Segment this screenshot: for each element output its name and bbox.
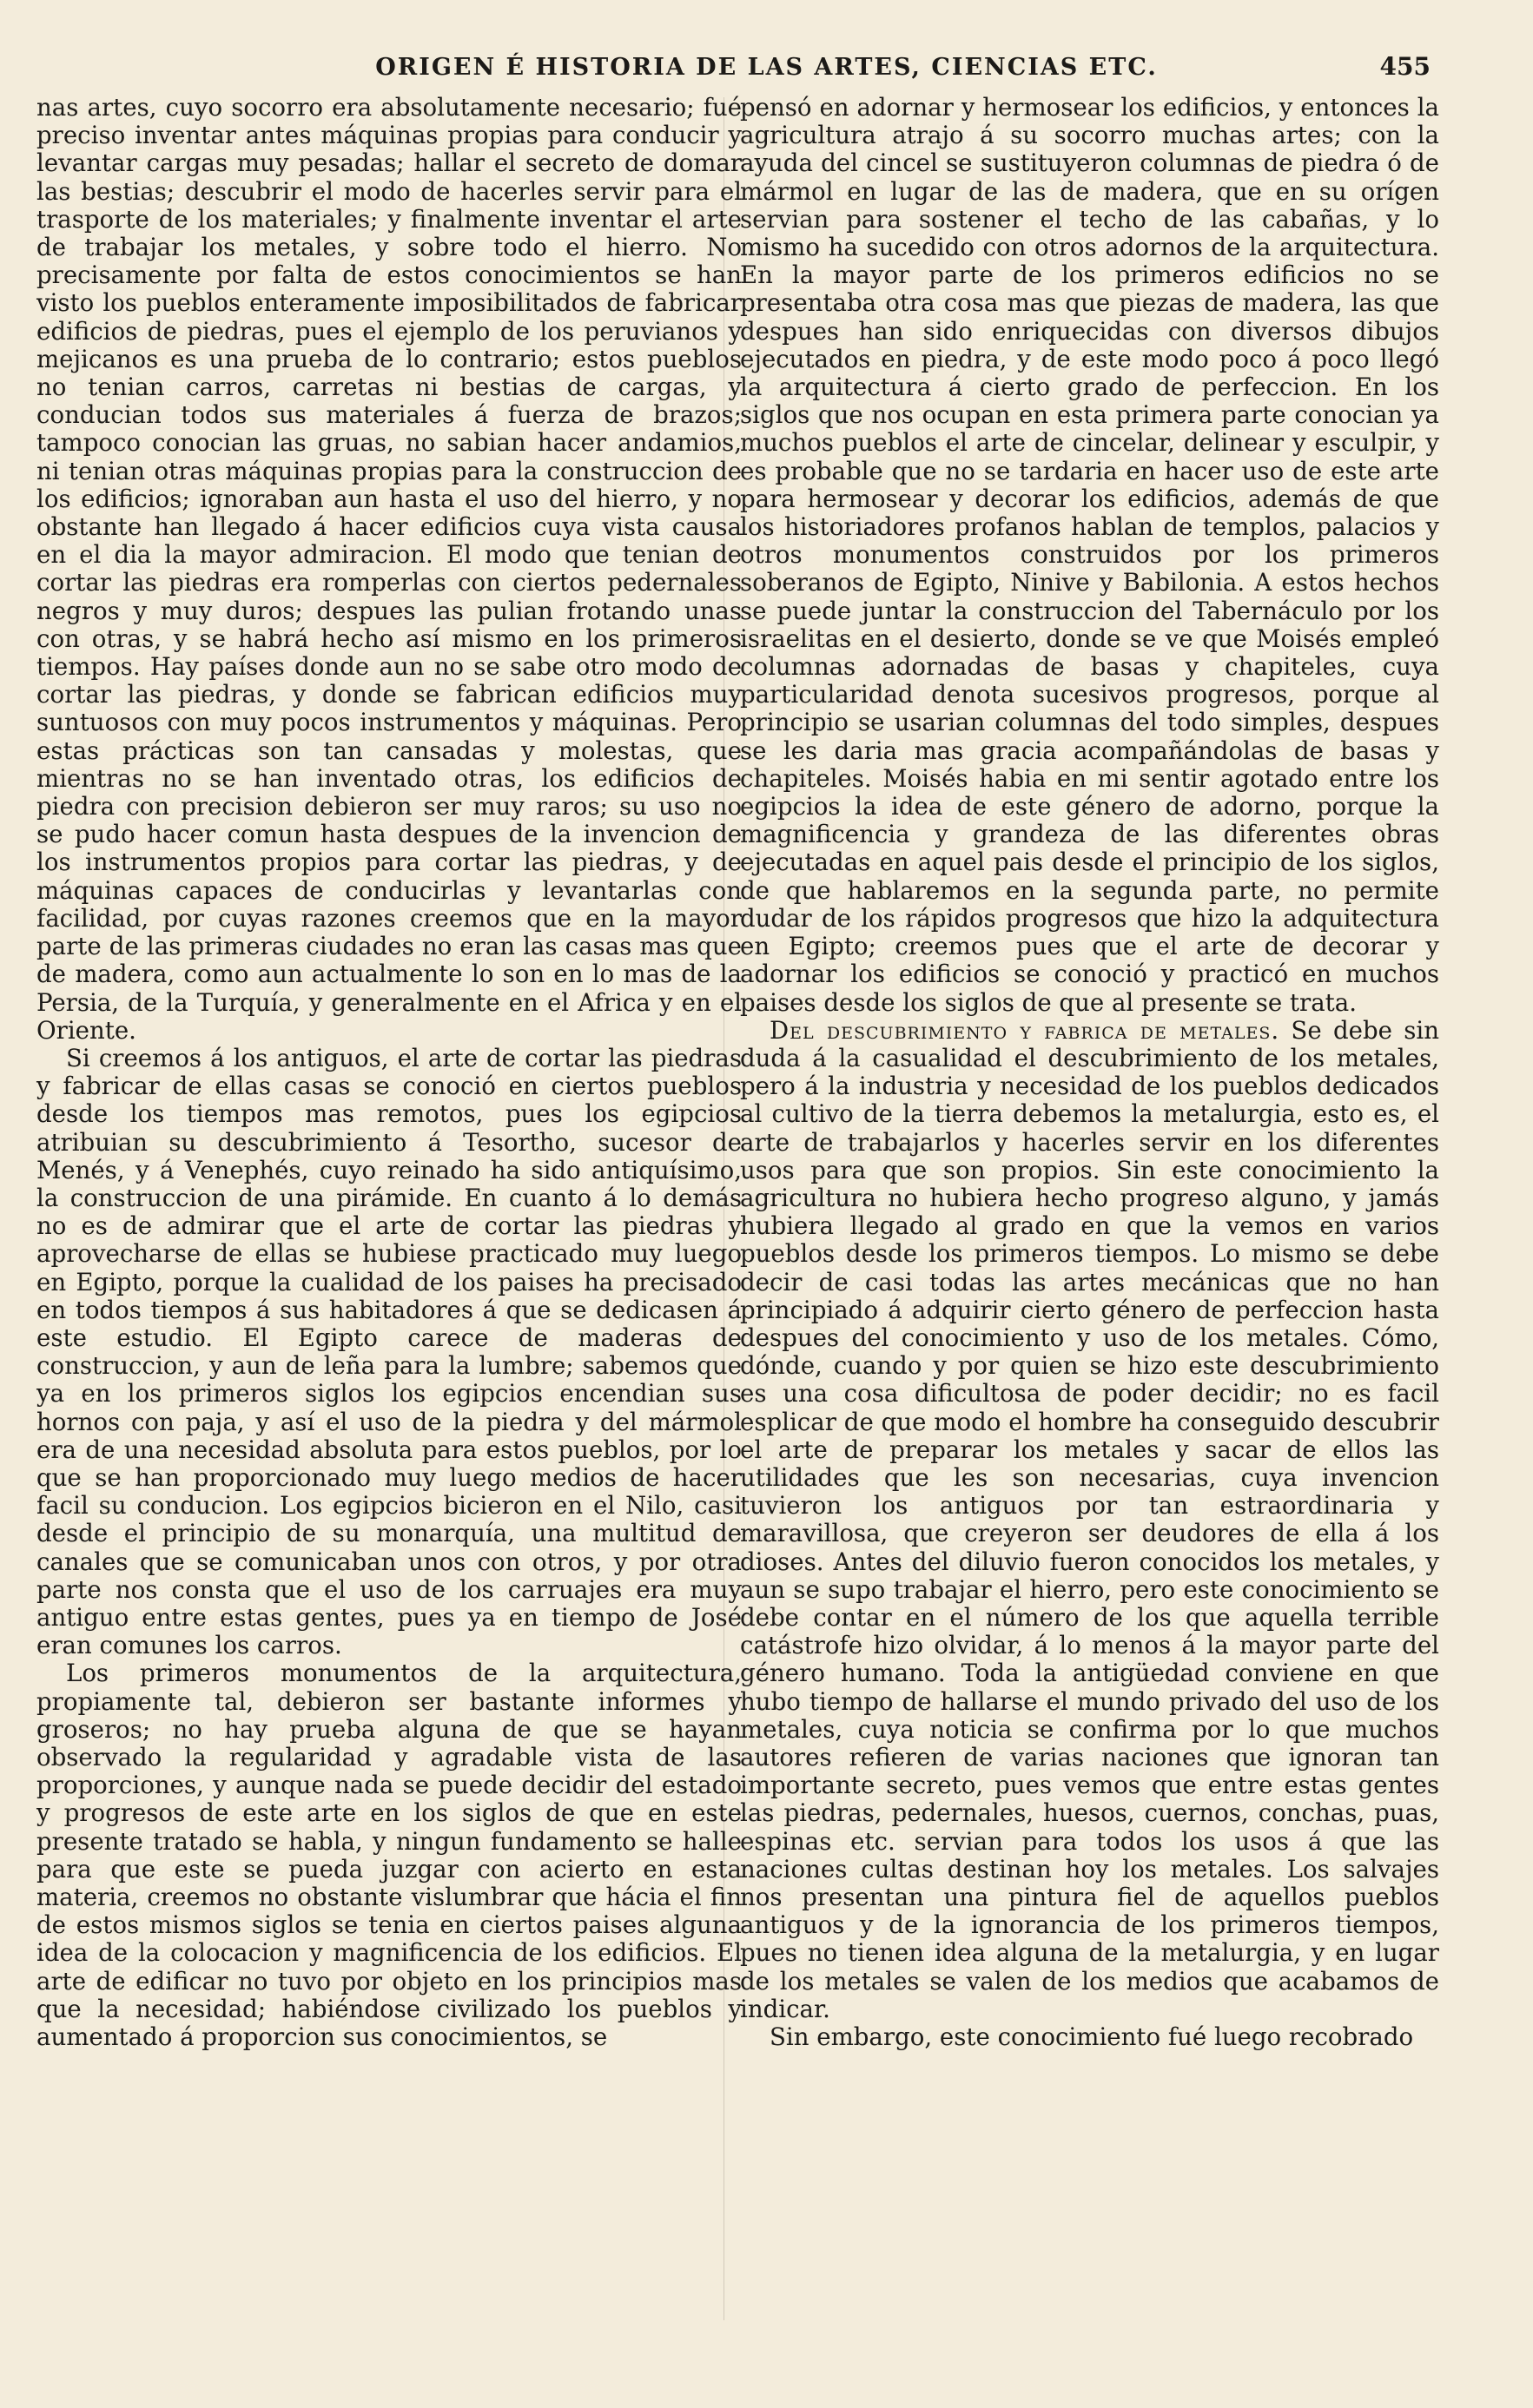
section-text: Se debe sin duda á la casualidad el descubrimiento de los metales, pero á la industria y necesidad de los pueblos dedicados al cultivo de la tierra debemos la metalurgia, esto es, el arte de trabajarlos y hacerles servir en los diferentes usos para que son propios. Sin este conocimiento la agricultura no hubiera hecho progreso alguno, y jamás hubiera llegado al grado en que la vemos en varios pueblos desde los primeros tiempos. Lo mismo se debe decir de casi todas las artes mecánicas que no han principiado á adquirir cierto género de perfeccion hasta despues del conocimiento y uso de los metales. Cómo, dónde, cuando y por quien se hizo este descubrimiento es una cosa dificultosa de poder decidir; no es facil esplicar de que modo el hombre ha conseguido descubrir el arte de preparar los metales y sacar de ellos las utilidades que les son necesarias, cuya invencion tuvieron los antiguos por tan estraordinaria y maravillosa, que creyeron ser deudores de ella á los dioses. Antes del diluvio fueron conocidos los metales, y aun se supo trabajar el hierro, pero este conocimiento se debe contar en el número de los que aquella terrible catástrofe hizo olvidar, á lo menos á la mayor parte del género humano. Toda la antigüedad conviene en que hubo tiempo de hallarse el mundo privado del uso de los metales, cuya noticia se confirma por lo que muchos autores refieren de varias naciones que ignoran tan importante secreto, pues vemos que entre estas gentes las piedras, pedernales, huesos, cuernos, conchas, puas, espinas etc. servian para todos los usos á que las naciones cultas destinan hoy los metales. Los salvajes nos presentan una pintura fiel de aquellos pueblos antiguos y de la ignorancia de los primeros tiempos, pues no tienen idea alguna de la metalurgia, y en lugar de los metales se valen de los medios que acabamos de indicar. bbox=[740, 1015, 1439, 2023]
right-paragraph-3: Sin embargo, este conocimiento fué luego recobrado bbox=[770, 2022, 1414, 2052]
right-paragraph-2 bbox=[740, 1017, 1439, 2023]
section-heading: Del descubrimiento y fabrica de metales. bbox=[770, 1015, 1280, 1045]
page-header bbox=[0, 50, 1533, 94]
right-column bbox=[740, 94, 1439, 2051]
left-paragraph-1: nas artes, cuyo socorro era absolutamente necesario; fué preciso inventar antes máquinas propias para conducir y levantar cargas muy pesadas; hallar el secreto de domar las bestias; descubrir el modo de hacerles servir para el trasporte de los materiales; y finalmente inventar el arte de trabajar los metales, y sobre todo el hierro. No precisamente por falta de estos conocimientos se han visto los pueblos enteramente imposibilitados de fabricar edificios de piedras, pues el ejemplo de los peruvianos y mejicanos es una prueba de lo contrario; estos pueblos no tenian carros, carretas ni bestias de cargas, y conducian todos sus materiales á fuerza de brazos; tampoco conocian las gruas, no sabian hacer andamios, ni tenian otras máquinas propias para la construccion de los edificios; ignoraban aun hasta el uso del hierro, y no obstante han llegado á hacer edificios cuya vista causa en el dia la mayor admiracion. El modo que tenian de cortar las piedras era romperlas con ciertos pedernales negros y muy duros; despues las pulian frotando unas con otras, y se habrá hecho así mismo en los primeros tiempos. Hay países donde aun no se sabe otro modo de cortar las piedras, y donde se fabrican edificios muy suntuosos con muy pocos instrumentos y máquinas. Pero estas prácticas son tan cansadas y molestas, que mientras no se han inventado otras, los edificios de piedra con precision debieron ser muy raros; su uso no se pudo hacer comun hasta despues de la invencion de los instrumentos propios para cortar las piedras, y de máquinas capaces de conducirlas y levantarlas con facilidad, por cuyas razones creemos que en la mayor parte de las primeras ciudades no eran las casas mas que de madera, como aun actualmente lo son en lo mas de la Persia, de la Turquía, y generalmente en el Africa y en el Oriente. bbox=[36, 93, 742, 1045]
right-paragraph-1: pensó en adornar y hermosear los edificios, y entonces la agricultura atrajo á su socorro muchas artes; con la ayuda del cincel se sustituyeron columnas de piedra ó de mármol en lugar de las de madera, que en su orígen servian para sostener el techo de las cabañas, y lo mismo ha sucedido con otros adornos de la arquitectura. En la mayor parte de los primeros edificios no se presentaba otra cosa mas que piezas de madera, las que despues han sido enriquecidas con diversos dibujos ejecutados en piedra, y de este modo poco á poco llegó la arquitectura á cierto grado de perfeccion. En los siglos que nos ocupan en esta primera parte conocian ya muchos pueblos el arte de cincelar, delinear y esculpir, y es probable que no se tardaria en hacer uso de este arte para hermosear y decorar los edificios, además de que los historiadores profanos hablan de templos, palacios y otros monumentos construidos por los primeros soberanos de Egipto, Ninive y Babilonia. A estos hechos se puede juntar la construccion del Tabernáculo por los israelitas en el desierto, donde se ve que Moisés empleó columnas adornadas de basas y chapiteles, cuya particularidad denota sucesivos progresos, porque al principio se usarian columnas del todo simples, despues se les daria mas gracia acompañándolas de basas y chapiteles. Moisés habia en mi sentir agotado entre los egipcios la idea de este género de adorno, porque la magnificencia y grandeza de las diferentes obras ejecutadas en aquel pais desde el principio de los siglos, de que hablaremos en la segunda parte, no permite dudar de los rápidos progresos que hizo la adquitectura en Egipto; creemos pues que el arte de decorar y adornar los edificios se conoció y practicó en muchos paises desde los siglos de que al presente se trata. bbox=[740, 93, 1439, 1017]
left-paragraph-2: Si creemos á los antiguos, el arte de cortar las piedras y fabricar de ellas casas se conoció en ciertos pueblos desde los tiempos mas remotos, pues los egipcios atribuian su descubrimiento á Tesortho, sucesor de Menés, y á Venephés, cuyo reinado ha sido antiquísimo, la construccion de una pirámide. En cuanto á lo demás no es de admirar que el arte de cortar las piedras y aprovecharse de ellas se hubiese practicado muy luego en Egipto, porque la cualidad de los paises ha precisado en todos tiempos á sus habitadores á que se dedicasen á este estudio. El Egipto carece de maderas de construccion, y aun de leña para la lumbre; sabemos que ya en los primeros siglos los egipcios encendian sus hornos con paja, y así el uso de la piedra y del mármol era de una necesidad absoluta para estos pueblos, por lo que se han proporcionado muy luego medios de hacer facil su conducion. Los egipcios bicieron en el Nilo, casi desde el principio de su monarquía, una multitud de canales que se comunicaban unos con otros, y por otra parte nos consta que el uso de los carruajes era muy antiguo entre estas gentes, pues ya en tiempo de José eran comunes los carros. bbox=[36, 1043, 742, 1660]
running-title: ORIGEN É HISTORIA DE LAS ARTES, CIENCIAS ETC. bbox=[375, 54, 1158, 81]
left-column bbox=[36, 94, 742, 2051]
left-paragraph-3: Los primeros monumentos de la arquitectura, propiamente tal, debieron ser bastante informes y groseros; no hay prueba alguna de que se hayan observado la regularidad y agradable vista de las proporciones, y aunque nada se puede decidir del estado y progresos de este arte en los siglos de que en este presente tratado se habla, y ningun fundamento se halle para que este se pueda juzgar con acierto en esta materia, creemos no obstante vislumbrar que hácia el fin de estos mismos siglos se tenia en ciertos paises alguna idea de la colocacion y magnificencia de los edificios. El arte de edificar no tuvo por objeto en los principios mas que la necesidad; habiéndose civilizado los pueblos y aumentado á proporcion sus conocimientos, se bbox=[36, 1659, 742, 2052]
page-number: 455 bbox=[1379, 52, 1431, 81]
